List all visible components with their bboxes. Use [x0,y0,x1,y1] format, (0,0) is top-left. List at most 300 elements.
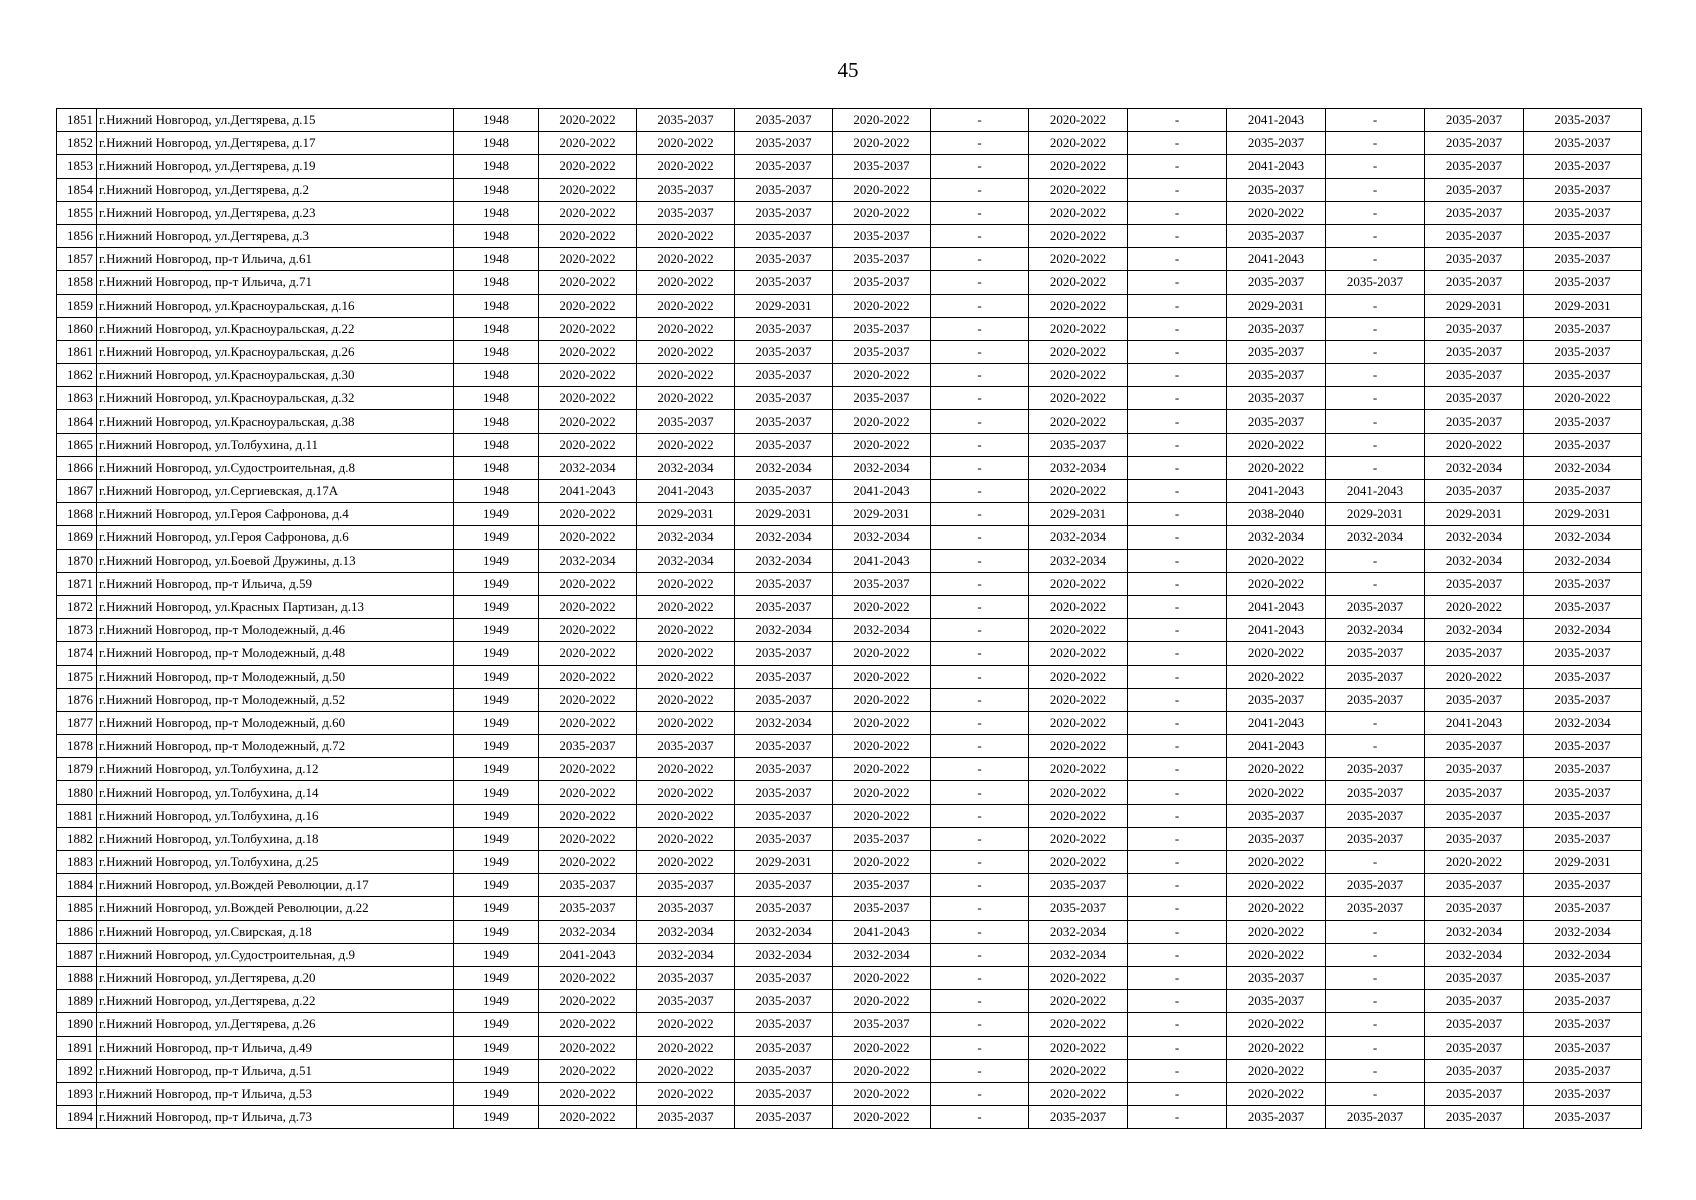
period-cell: 2020-2022 [833,595,931,618]
period-cell: 2020-2022 [637,387,735,410]
year-built-cell: 1949 [454,1106,539,1129]
year-built-cell: 1949 [454,572,539,595]
period-cell: 2041-2043 [1227,155,1326,178]
period-cell: 2035-2037 [735,642,833,665]
period-cell: - [1128,294,1227,317]
table-row [57,340,1642,363]
address-cell: г.Нижний Новгород, ул.Боевой Дружины, д.13 [97,549,454,572]
row-number-cell: 1860 [57,317,97,340]
period-cell: 2035-2037 [1425,758,1524,781]
period-cell: 2020-2022 [539,1059,637,1082]
period-cell: 2020-2022 [833,990,931,1013]
row-number-cell: 1867 [57,480,97,503]
period-cell: 2032-2034 [1425,943,1524,966]
year-built-cell: 1949 [454,642,539,665]
period-cell: 2035-2037 [637,178,735,201]
period-cell: 2020-2022 [539,758,637,781]
period-cell: 2035-2037 [1425,642,1524,665]
period-cell: 2020-2022 [1029,1082,1128,1105]
period-cell: 2029-2031 [1029,503,1128,526]
period-cell: 2020-2022 [1029,132,1128,155]
period-cell: - [1128,410,1227,433]
year-built-cell: 1948 [454,155,539,178]
address-cell: г.Нижний Новгород, пр-т Ильича, д.51 [97,1059,454,1082]
table-row [57,990,1642,1013]
period-cell: 2020-2022 [1227,665,1326,688]
period-cell: - [931,480,1029,503]
period-cell: - [1326,1036,1425,1059]
period-cell: 2035-2037 [735,109,833,132]
period-cell: 2035-2037 [1524,1106,1642,1129]
period-cell: 2035-2037 [833,827,931,850]
row-number-cell: 1894 [57,1106,97,1129]
row-number-cell: 1877 [57,711,97,734]
period-cell: - [931,317,1029,340]
period-cell: 2020-2022 [1425,595,1524,618]
period-cell: - [1326,711,1425,734]
address-cell: г.Нижний Новгород, ул.Вождей Революции, д.17 [97,874,454,897]
table-row [57,897,1642,920]
address-cell: г.Нижний Новгород, пр-т Ильича, д.61 [97,248,454,271]
address-cell: г.Нижний Новгород, ул.Толбухина, д.25 [97,851,454,874]
period-cell: 2035-2037 [1524,433,1642,456]
period-cell: 2029-2031 [1425,503,1524,526]
row-number-cell: 1873 [57,619,97,642]
period-cell: - [931,1106,1029,1129]
period-cell: - [931,990,1029,1013]
period-cell: - [1326,178,1425,201]
period-cell: 2032-2034 [1425,619,1524,642]
period-cell: 2035-2037 [833,897,931,920]
period-cell: 2020-2022 [637,688,735,711]
period-cell: 2020-2022 [1029,758,1128,781]
period-cell: 2035-2037 [735,572,833,595]
row-number-cell: 1874 [57,642,97,665]
period-cell: 2020-2022 [539,1082,637,1105]
period-cell: 2035-2037 [1524,572,1642,595]
period-cell: 2035-2037 [1029,874,1128,897]
period-cell: - [931,410,1029,433]
period-cell: 2035-2037 [735,1036,833,1059]
period-cell: 2035-2037 [1425,1013,1524,1036]
address-cell: г.Нижний Новгород, пр-т Молодежный, д.48 [97,642,454,665]
period-cell: 2032-2034 [1524,456,1642,479]
period-cell: 2035-2037 [1425,109,1524,132]
period-cell: 2035-2037 [1524,317,1642,340]
period-cell: - [1326,387,1425,410]
period-cell: 2035-2037 [1425,781,1524,804]
period-cell: 2035-2037 [1524,132,1642,155]
period-cell: - [1326,851,1425,874]
period-cell: - [931,456,1029,479]
year-built-cell: 1948 [454,364,539,387]
year-built-cell: 1948 [454,340,539,363]
period-cell: 2020-2022 [539,387,637,410]
address-cell: г.Нижний Новгород, ул.Вождей Революции, д.22 [97,897,454,920]
period-cell: 2041-2043 [1227,735,1326,758]
year-built-cell: 1949 [454,897,539,920]
period-cell: 2020-2022 [1227,201,1326,224]
address-cell: г.Нижний Новгород, ул.Дегтярева, д.2 [97,178,454,201]
period-cell: 2032-2034 [1524,549,1642,572]
period-cell: 2020-2022 [637,595,735,618]
period-cell: 2035-2037 [1227,132,1326,155]
period-cell: 2020-2022 [539,642,637,665]
period-cell: - [931,619,1029,642]
period-cell: 2035-2037 [1326,758,1425,781]
address-cell: г.Нижний Новгород, ул.Дегтярева, д.17 [97,132,454,155]
period-cell: 2020-2022 [1425,433,1524,456]
period-cell: 2035-2037 [1425,874,1524,897]
period-cell: 2041-2043 [1227,248,1326,271]
row-number-cell: 1868 [57,503,97,526]
period-cell: - [1128,503,1227,526]
period-cell: 2029-2031 [735,294,833,317]
period-cell: 2035-2037 [1326,804,1425,827]
row-number-cell: 1883 [57,851,97,874]
address-cell: г.Нижний Новгород, пр-т Ильича, д.53 [97,1082,454,1105]
period-cell: 2020-2022 [1227,874,1326,897]
period-cell: 2035-2037 [735,874,833,897]
period-cell: 2035-2037 [735,178,833,201]
period-cell: 2020-2022 [539,433,637,456]
period-cell: 2035-2037 [1524,1082,1642,1105]
period-cell: - [931,735,1029,758]
period-cell: 2020-2022 [539,201,637,224]
period-cell: - [1128,456,1227,479]
period-cell: 2035-2037 [1425,990,1524,1013]
period-cell: - [1128,526,1227,549]
period-cell: 2020-2022 [637,804,735,827]
period-cell: 2020-2022 [637,224,735,247]
period-cell: 2035-2037 [637,735,735,758]
period-cell: 2035-2037 [735,966,833,989]
period-cell: 2035-2037 [735,224,833,247]
row-number-cell: 1880 [57,781,97,804]
year-built-cell: 1949 [454,711,539,734]
period-cell: 2020-2022 [1425,665,1524,688]
period-cell: 2032-2034 [1227,526,1326,549]
period-cell: 2020-2022 [539,572,637,595]
year-built-cell: 1949 [454,735,539,758]
period-cell: 2035-2037 [637,874,735,897]
address-cell: г.Нижний Новгород, ул.Героя Сафронова, д.6 [97,526,454,549]
address-cell: г.Нижний Новгород, пр-т Молодежный, д.46 [97,619,454,642]
period-cell: 2032-2034 [1524,619,1642,642]
period-cell: 2035-2037 [1227,178,1326,201]
period-cell: 2020-2022 [637,433,735,456]
year-built-cell: 1949 [454,804,539,827]
period-cell: 2035-2037 [1524,109,1642,132]
period-cell: 2035-2037 [1326,827,1425,850]
table-row [57,781,1642,804]
period-cell: 2035-2037 [1227,827,1326,850]
period-cell: 2035-2037 [1524,224,1642,247]
period-cell: 2035-2037 [539,897,637,920]
table-row [57,943,1642,966]
period-cell: - [1326,201,1425,224]
period-cell: - [931,248,1029,271]
period-cell: 2020-2022 [637,155,735,178]
period-cell: 2035-2037 [539,735,637,758]
period-cell: 2020-2022 [539,1036,637,1059]
period-cell: 2029-2031 [1524,294,1642,317]
address-cell: г.Нижний Новгород, ул.Толбухина, д.14 [97,781,454,804]
period-cell: 2035-2037 [1029,1106,1128,1129]
period-cell: 2020-2022 [833,1082,931,1105]
address-cell: г.Нижний Новгород, пр-т Ильича, д.71 [97,271,454,294]
period-cell: 2035-2037 [1425,224,1524,247]
address-cell: г.Нижний Новгород, ул.Толбухина, д.11 [97,433,454,456]
repair-schedule-table [56,108,1642,1129]
period-cell: 2020-2022 [833,433,931,456]
period-cell: 2035-2037 [1425,271,1524,294]
period-cell: 2035-2037 [1227,804,1326,827]
period-cell: 2020-2022 [539,966,637,989]
period-cell: 2020-2022 [637,1036,735,1059]
address-cell: г.Нижний Новгород, ул.Дегтярева, д.23 [97,201,454,224]
period-cell: - [1326,224,1425,247]
period-cell: 2035-2037 [1326,1106,1425,1129]
row-number-cell: 1884 [57,874,97,897]
period-cell: 2035-2037 [1227,387,1326,410]
period-cell: 2020-2022 [539,340,637,363]
period-cell: 2020-2022 [1227,1013,1326,1036]
period-cell: 2020-2022 [833,966,931,989]
period-cell: 2035-2037 [1326,688,1425,711]
period-cell: 2035-2037 [1524,990,1642,1013]
period-cell: 2020-2022 [1029,665,1128,688]
period-cell: 2035-2037 [1227,271,1326,294]
period-cell: 2029-2031 [735,851,833,874]
period-cell: 2020-2022 [833,665,931,688]
period-cell: 2032-2034 [1029,920,1128,943]
table-row [57,1106,1642,1129]
period-cell: 2041-2043 [1425,711,1524,734]
period-cell: 2035-2037 [637,990,735,1013]
period-cell: - [1326,920,1425,943]
period-cell: 2020-2022 [539,619,637,642]
period-cell: 2035-2037 [1227,364,1326,387]
period-cell: 2032-2034 [735,456,833,479]
period-cell: 2035-2037 [1425,966,1524,989]
period-cell: 2035-2037 [1326,595,1425,618]
period-cell: - [931,943,1029,966]
period-cell: 2020-2022 [1029,224,1128,247]
period-cell: 2035-2037 [1524,1036,1642,1059]
year-built-cell: 1949 [454,1059,539,1082]
address-cell: г.Нижний Новгород, ул.Красноуральская, д.22 [97,317,454,340]
address-cell: г.Нижний Новгород, ул.Свирская, д.18 [97,920,454,943]
period-cell: 2035-2037 [735,201,833,224]
period-cell: 2020-2022 [1029,201,1128,224]
period-cell: - [931,1082,1029,1105]
period-cell: 2041-2043 [833,480,931,503]
period-cell: - [1128,735,1227,758]
table-row [57,827,1642,850]
period-cell: - [1326,433,1425,456]
period-cell: 2035-2037 [833,572,931,595]
row-number-cell: 1857 [57,248,97,271]
period-cell: 2020-2022 [1029,248,1128,271]
period-cell: 2020-2022 [833,1059,931,1082]
period-cell: - [931,387,1029,410]
table-row [57,178,1642,201]
period-cell: 2035-2037 [637,410,735,433]
period-cell: - [1128,711,1227,734]
year-built-cell: 1948 [454,201,539,224]
period-cell: 2020-2022 [1029,619,1128,642]
period-cell: 2032-2034 [1425,549,1524,572]
period-cell: 2035-2037 [1524,642,1642,665]
year-built-cell: 1949 [454,619,539,642]
period-cell: - [1128,317,1227,340]
period-cell: - [1326,317,1425,340]
table-row [57,526,1642,549]
period-cell: 2020-2022 [637,364,735,387]
period-cell: 2035-2037 [833,387,931,410]
period-cell: - [931,1013,1029,1036]
period-cell: 2020-2022 [833,642,931,665]
table-row [57,619,1642,642]
period-cell: 2020-2022 [1029,109,1128,132]
period-cell: 2020-2022 [539,294,637,317]
period-cell: 2032-2034 [735,526,833,549]
period-cell: 2035-2037 [735,990,833,1013]
period-cell: 2035-2037 [1524,758,1642,781]
period-cell: 2020-2022 [833,201,931,224]
period-cell: 2035-2037 [1524,595,1642,618]
period-cell: - [1326,966,1425,989]
period-cell: 2020-2022 [1227,758,1326,781]
period-cell: 2032-2034 [833,943,931,966]
period-cell: 2035-2037 [735,132,833,155]
period-cell: 2020-2022 [1227,1059,1326,1082]
period-cell: 2035-2037 [833,1013,931,1036]
period-cell: - [931,595,1029,618]
period-cell: 2035-2037 [735,827,833,850]
period-cell: - [931,874,1029,897]
period-cell: 2035-2037 [833,155,931,178]
table-row [57,1036,1642,1059]
period-cell: 2020-2022 [1227,851,1326,874]
year-built-cell: 1949 [454,874,539,897]
year-built-cell: 1948 [454,109,539,132]
period-cell: - [1326,1082,1425,1105]
year-built-cell: 1948 [454,248,539,271]
address-cell: г.Нижний Новгород, пр-т Ильича, д.73 [97,1106,454,1129]
period-cell: 2035-2037 [1524,155,1642,178]
table-row [57,433,1642,456]
period-cell: 2032-2034 [833,456,931,479]
period-cell: - [1128,943,1227,966]
period-cell: 2020-2022 [637,248,735,271]
period-cell: - [1128,132,1227,155]
table-row [57,1082,1642,1105]
period-cell: 2020-2022 [833,688,931,711]
year-built-cell: 1949 [454,526,539,549]
period-cell: 2035-2037 [1425,387,1524,410]
period-cell: - [1326,1059,1425,1082]
period-cell: 2020-2022 [539,109,637,132]
period-cell: 2020-2022 [1227,920,1326,943]
row-number-cell: 1863 [57,387,97,410]
period-cell: - [931,572,1029,595]
period-cell: 2035-2037 [1524,201,1642,224]
period-cell: 2020-2022 [637,758,735,781]
period-cell: 2020-2022 [637,1082,735,1105]
period-cell: 2035-2037 [1029,433,1128,456]
row-number-cell: 1878 [57,735,97,758]
period-cell: 2035-2037 [735,688,833,711]
table-row [57,920,1642,943]
period-cell: 2041-2043 [539,943,637,966]
period-cell: - [1326,1013,1425,1036]
period-cell: 2020-2022 [539,248,637,271]
period-cell: 2029-2031 [735,503,833,526]
year-built-cell: 1949 [454,990,539,1013]
period-cell: 2020-2022 [637,340,735,363]
period-cell: - [931,1059,1029,1082]
period-cell: 2020-2022 [539,364,637,387]
period-cell: - [1128,480,1227,503]
period-cell: 2020-2022 [1227,642,1326,665]
period-cell: 2035-2037 [735,155,833,178]
period-cell: 2035-2037 [1425,364,1524,387]
period-cell: 2035-2037 [735,1059,833,1082]
period-cell: - [1128,688,1227,711]
period-cell: 2020-2022 [833,851,931,874]
address-cell: г.Нижний Новгород, ул.Красноуральская, д.32 [97,387,454,410]
period-cell: - [1128,248,1227,271]
period-cell: 2020-2022 [1029,1036,1128,1059]
year-built-cell: 1948 [454,480,539,503]
period-cell: 2035-2037 [637,966,735,989]
period-cell: 2035-2037 [1425,1036,1524,1059]
period-cell: 2032-2034 [1029,549,1128,572]
period-cell: 2020-2022 [1029,781,1128,804]
period-cell: 2035-2037 [1524,271,1642,294]
period-cell: 2035-2037 [1425,897,1524,920]
address-cell: г.Нижний Новгород, ул.Дегтярева, д.3 [97,224,454,247]
period-cell: 2035-2037 [1524,480,1642,503]
table-row [57,271,1642,294]
row-number-cell: 1889 [57,990,97,1013]
address-cell: г.Нижний Новгород, ул.Красных Партизан, д.13 [97,595,454,618]
table-row [57,387,1642,410]
period-cell: - [1128,1082,1227,1105]
period-cell: - [1128,804,1227,827]
period-cell: 2020-2022 [539,271,637,294]
table-row [57,1059,1642,1082]
period-cell: 2020-2022 [833,410,931,433]
period-cell: 2020-2022 [1425,851,1524,874]
period-cell: 2020-2022 [637,294,735,317]
year-built-cell: 1949 [454,1082,539,1105]
period-cell: - [1326,155,1425,178]
period-cell: 2035-2037 [735,364,833,387]
period-cell: 2035-2037 [735,248,833,271]
period-cell: 2020-2022 [539,503,637,526]
period-cell: 2041-2043 [539,480,637,503]
period-cell: - [1128,201,1227,224]
period-cell: - [1128,827,1227,850]
period-cell: 2020-2022 [637,132,735,155]
address-cell: г.Нижний Новгород, ул.Судостроительная, д.9 [97,943,454,966]
period-cell: 2035-2037 [1425,317,1524,340]
period-cell: - [931,201,1029,224]
period-cell: 2032-2034 [637,549,735,572]
